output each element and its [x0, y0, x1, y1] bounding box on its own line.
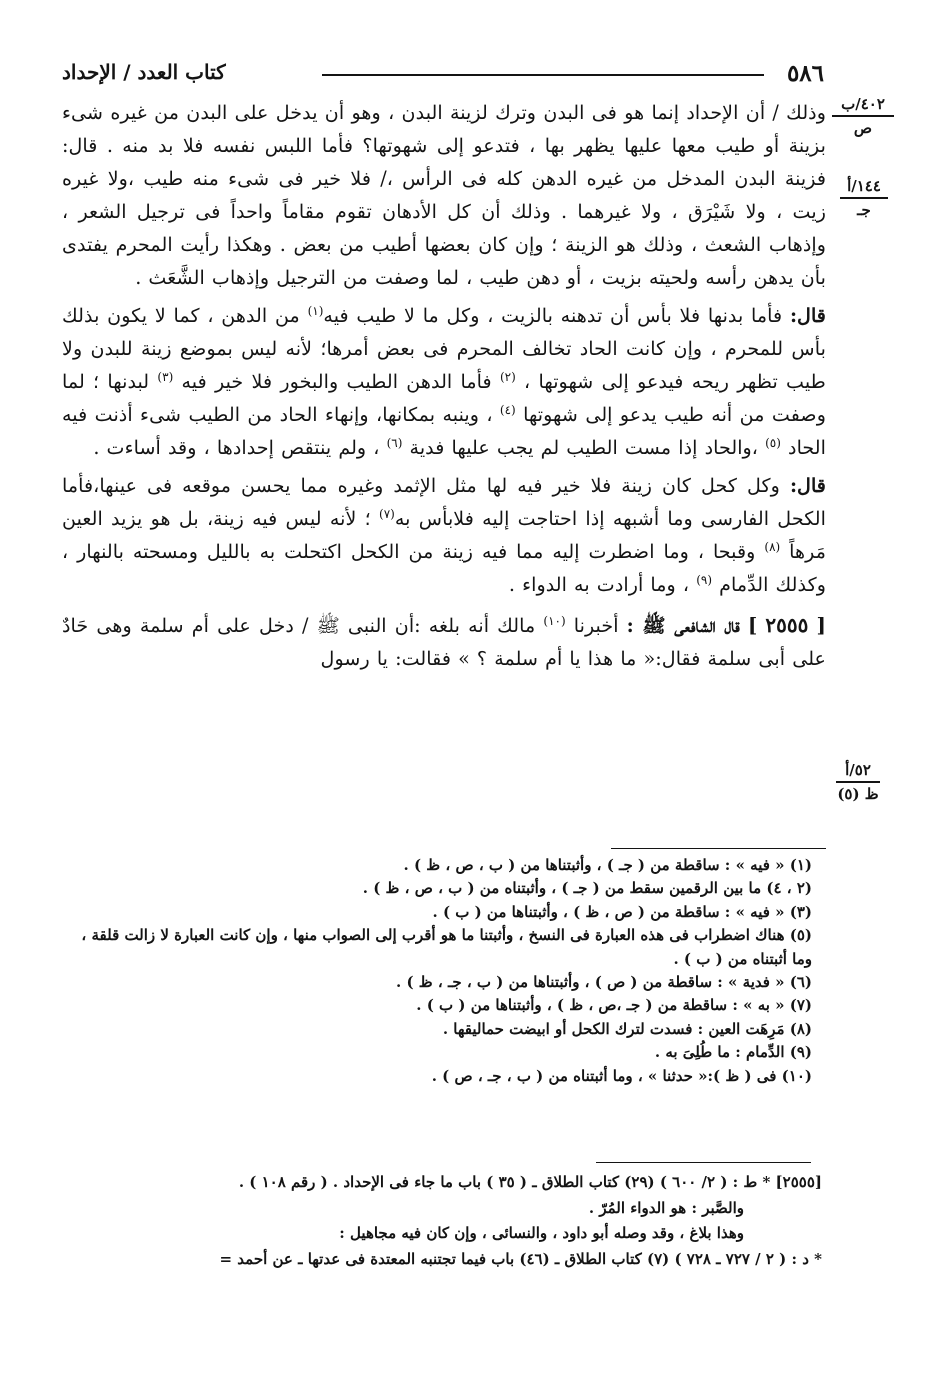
footnote: (٨) مَرِهَت العين : فسدت لترك الكحل أو ابيضت حماليقها .: [442, 1019, 812, 1038]
margin-note-rule: [840, 197, 888, 199]
margin-note-rule: [832, 115, 894, 117]
margin-note-folio: ٤٠٢/ب: [841, 95, 885, 113]
footnote-separator: [611, 848, 826, 849]
footnote: (٧) « به » : ساقطة من ( جـ ،ص ، ظ ) ، وأثبتناها من ( ب ) .: [416, 996, 812, 1015]
source-entry: [٢٥٥٥] * ط : ( ٢/ ٦٠٠ ) (٢٩) كتاب الطلاق ـ ( ٣٥ ) باب ما جاء فى الإحداد . ( رقم ١٠٨ ) .: [238, 1173, 822, 1191]
margin-note-manuscript-z: [836, 760, 880, 804]
sources-separator: [596, 1162, 811, 1163]
source-entry: وهذا بلاغ ، وقد وصله أبو داود ، والنسائى ، وإن كان فيه مجاهيل :: [339, 1224, 744, 1243]
source-entry: والصَّبر : هو الدواء المُرّ .: [588, 1198, 744, 1217]
footnote: (٢ ، ٤) ما بين الرقمين سقط من ( جـ ) ، وأثبتناه من ( ب ، ص ، ظ ) .: [362, 879, 812, 898]
footnote-ref: (٥): [765, 436, 781, 450]
footnote: (١) « فيه » : ساقطة من ( جـ ) ، وأثبتناها من ( ب ، ص ، ظ ) .: [403, 856, 812, 874]
speaker-label: قال:: [789, 474, 826, 497]
footnote: (٦) « فدية » : ساقطة من ( ص ) ، وأثبتناها من ( ب ، جـ ، ظ ) .: [396, 973, 812, 992]
speaker-label: قال الشافعى ﷺ :: [626, 614, 740, 637]
margin-note-rule: [836, 781, 880, 783]
paragraph-3: قال: وكل كحل كان زينة فلا خير فيه لها مثل الإثمد وغيره مما يحسن موقعه فى عينها،فأما الكحل الفارسى وما أشبهه إذا احتاجت إليه فلابأس به$^{(٧)}$ ؛ لأنه ليس فيه زينة، بل هو يزيد العين مَرهاً $^{(٨)}$ وقبحا ، وما اضطرت إليه مما فيه زينة من الكحل اكتحلت به بالليل ومسحته بالنهار ، وكذلك الدِّمام $^{(٩)}$ ، وما أرادت به الدواء .: [62, 474, 826, 596]
margin-note-manuscript-b: [832, 94, 894, 138]
main-text: [62, 96, 826, 675]
footnote-ref: (٨): [764, 540, 781, 554]
hadith-number: ٢٥٥٥: [765, 613, 809, 637]
footnote-ref: (٧): [379, 507, 395, 521]
hadith-close-bracket: ]: [747, 613, 758, 637]
footnote-ref: (٢): [499, 370, 516, 384]
footnote: (٣) « فيه » : ساقطة من ( ص ، ظ ) ، وأثبتناها من ( ب ) .: [432, 902, 812, 921]
margin-note-siglum: ظ (٥): [837, 785, 879, 803]
hadith-open-bracket: [: [816, 613, 826, 637]
speaker-label: قال:: [789, 304, 826, 327]
header-rule: [322, 74, 764, 76]
margin-note-siglum: ص: [853, 119, 873, 137]
footnote-ref: (٣): [157, 370, 174, 384]
chapter-title: كتاب العدد / الإحداد: [62, 60, 226, 84]
margin-note-siglum: جـ: [857, 201, 871, 219]
footnote: (١٠) فى ( ظ ):« حدثنا » ، وما أثبتناه من ( ب ، جـ ، ص ) .: [431, 1066, 812, 1085]
source-entry: * د : ( ٢ / ٧٢٧ ـ ٧٢٨ ) (٧) كتاب الطلاق ـ (٤٦) باب فيما تجتنبه المعتدة فى عدتها ـ عن أحمد =: [219, 1249, 822, 1268]
footnote-ref: (١٠): [543, 614, 566, 628]
footnote: (٩) الدِّمام : ما طُلِىَ به .: [654, 1043, 812, 1062]
footnote-ref: (٦): [386, 436, 403, 450]
page-number: ٥٨٦: [786, 60, 824, 87]
footnote-ref: (٩): [696, 573, 713, 587]
margin-note-manuscript-j: [840, 176, 888, 220]
footnote-ref: (١): [307, 304, 324, 318]
running-header: [62, 60, 824, 90]
footnotes: [70, 854, 812, 1088]
footnote: (٥) هناك اضطراب فى هذه العبارة فى النسخ ، وأثبتنا ما هو أقرب إلى الصواب منها ، وإن كانت العبارة لا زالت قلقة ، وما أثبتناه من ( ب ) .: [81, 926, 812, 968]
margin-note-folio: ١٤٤/أ: [847, 177, 881, 195]
paragraph-hadith-2555: [ ٢٥٥٥ ] قال الشافعى ﷺ : أخبرنا $^{(١٠)}$ مالك أنه بلغه :أن النبى ﷺ / دخل على أم سلمة وهى حَادٌ على أبى سلمة فقال:« ما هذا يا أم سلمة ؟ » فقالت: يا رسول: [62, 613, 826, 670]
paragraph-2: قال: فأما بدنها فلا بأس أن تدهنه بالزيت ، وكل ما لا طيب فيه$^{(١)}$ من الدهن ، كما لا يكون بذلك بأس للمحرم ، وإن كانت الحاد تخالف المحرم فى بعض أمرها؛ لأنه ليس بموضع زينة للبدن ولا طيب تظهر ريحه فيدعو إلى شهوتها ، $^{(٢)}$ فأما الدهن الطيب والبخور فلا خير فيه $^{(٣)}$ لبدنها ؛ لما وصفت من أنه طيب يدعو إلى شهوتها $^{(٤)}$ ، وينبه بمكانها، وإنهاء الحاد من الطيب شىء أذنت فيه الحاد $^{(٥)}$ ،والحاد إذا مست الطيب لم يجب عليها فدية $^{(٦)}$ ، ولم ينتقص إحدادها ، وقد أساءت .: [62, 304, 826, 459]
margin-note-folio: ٥٢/أ: [845, 761, 871, 779]
paragraph-1: وذلك / أن الإحداد إنما هو فى البدن وترك لزينة البدن ، وهو أن يدخل على البدن من غيره شىء بزينة أو طيب معها عليها يظهر بها ، فتدعو إلى شهوتها؟ فأما اللبس نفسه فلا بد منه . قال: فزينة البدن المدخل من غيره الدهن كله فى الرأس ،/ فلا خير فى شىء منه طيب ،ولا غيره زيت ، ولا شَيْرَق ، ولا غيرهما . وذلك أن كل الأدهان تقوم مقاماً واحداً فى ترجيل الشعر ، وإذهاب الشعث ، وذلك هو الزينة ؛ وإن كان بعضها أطيب من بعض . وهكذا رأيت المحرم يفتدى بأن يدهن رأسه ولحيته بزيت ، أو دهن طيب ، لما وصفت من الترجيل وإذهاب الشَّعَث .: [62, 101, 826, 289]
footnote-ref: (٤): [499, 403, 516, 417]
takhrij-sources: [104, 1170, 822, 1272]
